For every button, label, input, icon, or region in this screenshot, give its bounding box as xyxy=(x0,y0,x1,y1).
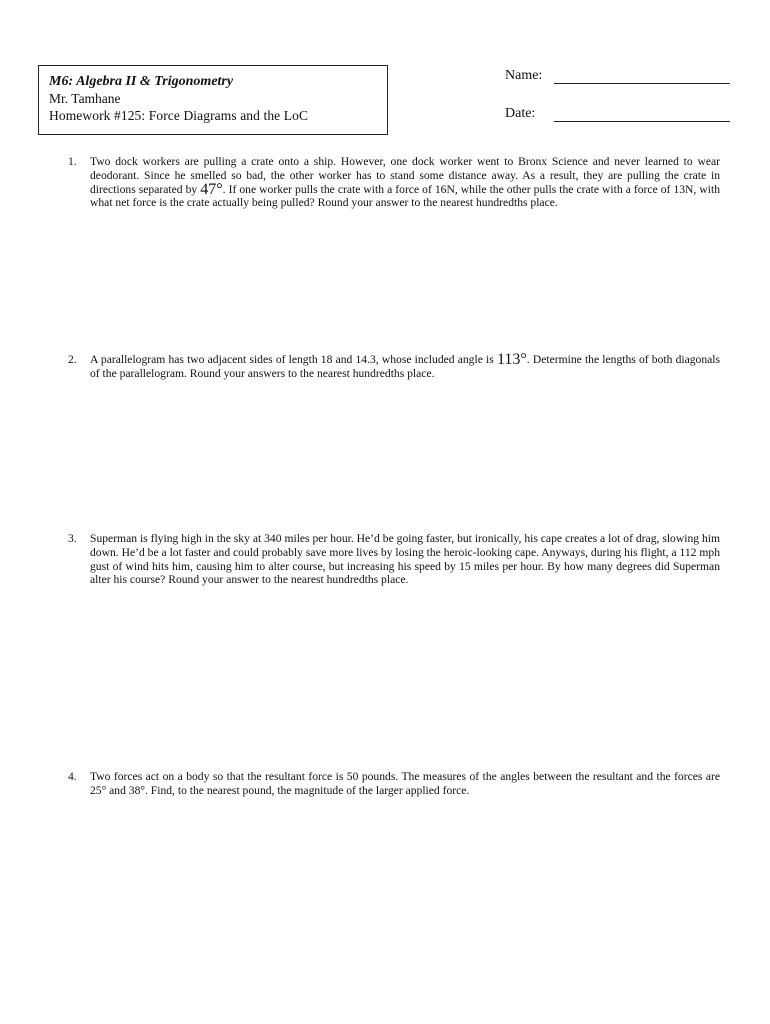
angle-value: 47° xyxy=(200,180,223,198)
question-number: 4. xyxy=(68,770,77,783)
course-title: M6: Algebra II & Trigonometry xyxy=(49,74,234,89)
teacher-name: Mr. Tamhane xyxy=(49,91,121,106)
question-text-part: . Determine the lengths of both diagonals of the parallelogram. Round your answers to the nearest hundredths place. xyxy=(90,353,721,380)
homework-title: Homework #125: Force Diagrams and the LoC xyxy=(49,108,309,123)
question-number: 3. xyxy=(68,532,77,545)
date-label: Date: xyxy=(505,106,536,121)
name-blank-line[interactable] xyxy=(554,69,730,84)
question-4 xyxy=(68,770,720,798)
question-text xyxy=(90,155,720,210)
name-field-row xyxy=(505,66,730,84)
question-text xyxy=(90,353,720,381)
question-3 xyxy=(68,532,720,587)
name-label: Name: xyxy=(505,68,543,83)
question-text: Superman is flying high in the sky at 340 miles per hour. He’d be going faster, but ironically, his cape creates a lot of drag, slowing him down. He’d be a lot faster and could probably save more lives by losing the heroic-looking cape. Anyways, during his flight, a 112 mph gust of wind hits him, causing him to alter course, but increasing his speed by 15 miles per hour. By how many degrees did Superman alter his course? Round your answer to the nearest hundredths place. xyxy=(90,532,720,587)
date-field-row xyxy=(505,104,730,122)
student-info-fields xyxy=(505,66,730,122)
question-text: Two forces act on a body so that the resultant force is 50 pounds. The measures of the angles between the resultant and the forces are 25° and 38°. Find, to the nearest pound, the magnitude of the larger applied force. xyxy=(90,770,720,797)
question-text-part: Two dock workers are pulling a crate onto a ship. However, one dock worker went to Bronx Science and never learned to wear deodorant. Since he smelled so bad, the other worker has to stand some distance away. As a result, they are pulling the crate in directions separated by xyxy=(90,155,720,196)
date-blank-line[interactable] xyxy=(554,107,730,122)
question-1 xyxy=(68,155,720,210)
angle-value: 113° xyxy=(496,351,527,368)
question-text-part: A parallelogram has two adjacent sides of length 18 and 14.3, whose included angle is xyxy=(90,353,494,366)
question-number: 2. xyxy=(68,353,77,366)
question-2 xyxy=(68,353,720,381)
question-text-part: . If one worker pulls the crate with a force of 16N, while the other pulls the crate with a force of 13N, with what net force is the crate actually being pulled? Round your answer to the nearest hundredths place. xyxy=(90,182,720,210)
question-number: 1. xyxy=(68,155,77,168)
course-header-box xyxy=(38,65,388,135)
